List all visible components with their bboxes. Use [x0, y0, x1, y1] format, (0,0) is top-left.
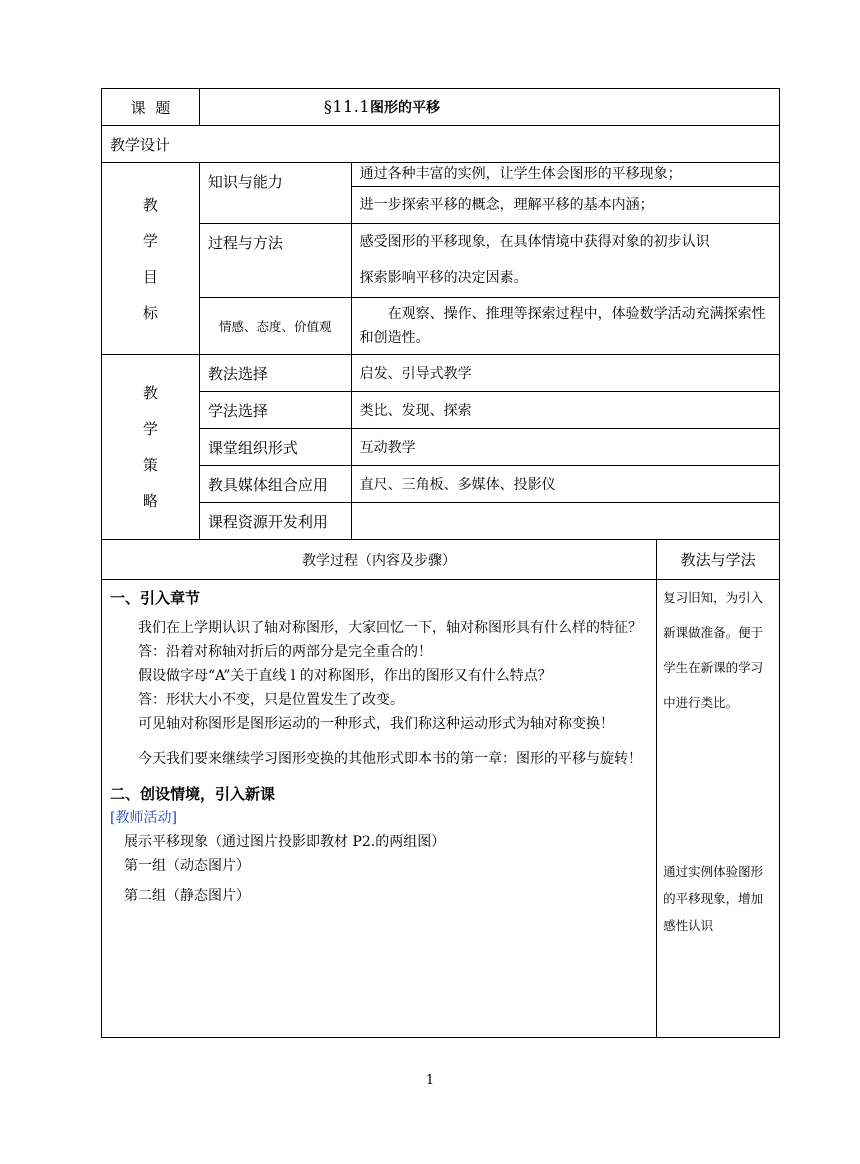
method-note-2: 通过实例体验图形的平移现象，增加感性认识 [663, 864, 764, 933]
process-method-content [351, 224, 779, 298]
method-note-1: 复习旧知，为引入新课做准备。便于学生在新课的学习中进行类比。 [663, 590, 764, 710]
lesson-plan-table [101, 88, 780, 540]
strategy-row-label: 教法选择 [199, 355, 351, 392]
paragraph: 展示平移现象（通过图片投影即教材 P2.的两组图） [124, 834, 446, 850]
strategy-row-label: 教具媒体组合应用 [199, 466, 351, 503]
knowledge-label: 知识与能力 [199, 163, 351, 224]
strategy-row-value: 类比、发现、探索 [351, 392, 779, 429]
paragraph: 答：形状大小不变，只是位置发生了改变。 [138, 692, 404, 708]
process-header: 教学过程（内容及步骤） [102, 540, 657, 580]
paragraph: 我们在上学期认识了轴对称图形，大家回忆一下，轴对称图形具有什么样的特征？ [138, 620, 642, 636]
course-label: 课 题 [102, 89, 200, 126]
paragraph: 第一组（动态图片） [124, 858, 250, 874]
knowledge-line-1: 通过各种丰富的实例，让学生体会图形的平移现象； [352, 163, 779, 187]
process-line-1: 感受图形的平移现象，在具体情境中获得对象的初步认识 [359, 234, 710, 250]
section-heading-2: 二、创设情境，引入新课 [110, 785, 276, 803]
process-content [102, 580, 657, 1038]
objectives-label: 教 学 目 标 [102, 163, 200, 355]
method-header: 教法与学法 [657, 540, 780, 580]
method-notes [657, 580, 780, 1038]
knowledge-content [351, 163, 779, 224]
process-method-label: 过程与方法 [199, 224, 351, 298]
knowledge-line-2: 进一步探索平移的概念，理解平移的基本内涵； [359, 197, 654, 213]
teaching-process-table [101, 539, 780, 1038]
section-title: 图形的平移 [370, 100, 440, 116]
paragraph: 今天我们要来继续学习图形变换的其他形式即本书的第一章：图形的平移与旋转！ [138, 751, 642, 767]
lesson-title [199, 89, 779, 126]
strategy-row-label: 学法选择 [199, 392, 351, 429]
emotion-content: 在观察、操作、推理等探索过程中，体验数学活动充满探索性和创造性。 [351, 298, 779, 355]
strategy-row-value: 直尺、三角板、多媒体、投影仪 [351, 466, 779, 503]
section-number: §11.1 [323, 97, 370, 116]
paragraph: 第二组（静态图片） [124, 888, 250, 904]
paragraph: 答：沿着对称轴对折后的两部分是完全重合的！ [138, 644, 432, 660]
paragraph: 可见轴对称图形是图形运动的一种形式，我们称这种运动形式为轴对称变换！ [138, 716, 614, 732]
page-number: 1 [425, 1073, 435, 1088]
section-heading-1: 一、引入章节 [110, 589, 201, 607]
paragraph: 假设做字母“A”关于直线 l 的对称图形，作出的图形又有什么特点？ [138, 668, 552, 684]
teacher-activity-label: [教师活动] [110, 810, 177, 826]
strategy-row-label: 课堂组织形式 [199, 429, 351, 466]
strategy-row-value: 启发、引导式教学 [351, 355, 779, 392]
strategy-row-value [351, 503, 779, 540]
emotion-label: 情感、态度、价值观 [199, 298, 351, 355]
strategy-row-value: 互动教学 [351, 429, 779, 466]
process-line-2: 探索影响平移的决定因素。 [359, 270, 528, 286]
strategy-label: 教 学 策 略 [102, 355, 200, 540]
strategy-row-label: 课程资源开发利用 [199, 503, 351, 540]
design-label: 教学设计 [102, 126, 780, 163]
